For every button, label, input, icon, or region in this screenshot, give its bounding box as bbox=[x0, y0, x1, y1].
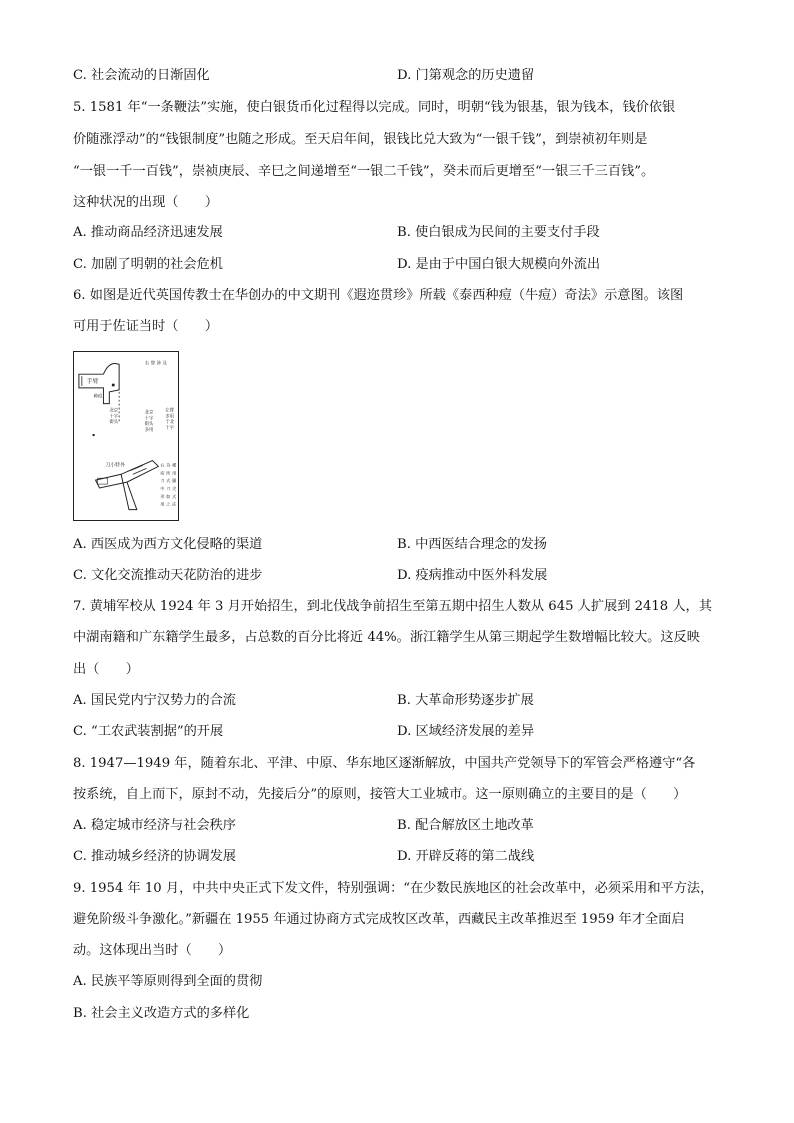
q7-option-d: D. 区域经济发展的差异 bbox=[397, 724, 535, 739]
svg-text:種: 種 bbox=[172, 462, 177, 468]
svg-text:于北: 于北 bbox=[165, 420, 175, 426]
svg-text:十字: 十字 bbox=[144, 416, 154, 422]
q5-stem-line: 5. 1581 年“一条鞭法”实施，使白银货币化过程得以完成。同时，明朝“钱为银基，银为钱本，钱价依银 bbox=[73, 100, 676, 115]
svg-text:街头: 街头 bbox=[144, 422, 154, 428]
q7-option-a: A. 国民党内宁汉势力的合流 bbox=[73, 693, 236, 708]
svg-text:形: 形 bbox=[160, 493, 165, 499]
svg-text:圖: 圖 bbox=[172, 478, 177, 484]
svg-text:右: 右 bbox=[160, 462, 165, 468]
svg-text:尖: 尖 bbox=[172, 485, 177, 491]
q8-stem-line: 按系统，自上而下，原封不动，先接后分”的原则，接管大工业城市。这一原则确立的主要目的是（ ） bbox=[73, 787, 687, 802]
svg-text:用: 用 bbox=[160, 501, 165, 507]
svg-text:多用: 多用 bbox=[165, 414, 175, 420]
q7-stem-line: 出（ ） bbox=[73, 662, 139, 677]
figure-note-arm: 右 bbox=[144, 360, 150, 365]
svg-text:涉: 涉 bbox=[155, 360, 161, 365]
q7-option-c: C. “工农武装割据”的开展 bbox=[73, 724, 224, 739]
svg-text:所: 所 bbox=[166, 470, 171, 476]
q8-stem-line: 8. 1947—1949 年，随着东北、平津、中原、华东地区逐渐解放，中国共产党领导下的军管会严格遵守“各 bbox=[73, 756, 696, 771]
q5-stem-line: “一银一千一百钱”，崇祯庚辰、辛巳之间递增至“一银二千钱”，癸未而后更增至“一银三千三百钱”。 bbox=[73, 164, 655, 179]
q9-stem-line: 动。这体现出当时（ ） bbox=[73, 943, 232, 958]
svg-text:中: 中 bbox=[160, 485, 165, 491]
q4-option-c: C. 社会流动的日渐固化 bbox=[73, 68, 210, 83]
svg-text:左臂: 左臂 bbox=[165, 408, 175, 414]
q5-stem-line: 价随涨浮动”的“钱银制度”也随之形成。至天启年间，银钱比兑大致为“一银千钱”，到崇祯初年则是 bbox=[73, 132, 648, 147]
svg-text:多用: 多用 bbox=[144, 428, 154, 434]
svg-text:街头: 街头 bbox=[109, 420, 119, 426]
svg-text:用: 用 bbox=[172, 470, 177, 476]
svg-text:式: 式 bbox=[166, 478, 171, 484]
q5-option-b: B. 使白银成为民间的主要支付手段 bbox=[397, 225, 600, 240]
q9-option-b: B. 社会主义改造方式的多样化 bbox=[73, 1006, 250, 1021]
q9-option-a: A. 民族平等原则得到全面的贯彻 bbox=[73, 974, 263, 989]
q6-option-d: D. 疫病推动中医外科发展 bbox=[397, 568, 548, 583]
q8-option-c: C. 推动城乡经济的协调发展 bbox=[73, 849, 237, 864]
figure-label-spot: 种痘 bbox=[93, 394, 103, 400]
svg-text:為: 為 bbox=[166, 462, 171, 468]
q6-option-a: A. 西医成为西方文化侵略的渠道 bbox=[73, 537, 263, 552]
q6-stem-line: 可用于佐证当时（ ） bbox=[73, 319, 219, 334]
figure-label-needle: 刀小特外 bbox=[105, 462, 125, 469]
svg-text:法: 法 bbox=[172, 501, 177, 507]
q8-option-d: D. 开辟反蒋的第二战线 bbox=[397, 849, 535, 864]
q6-option-b: B. 中西医结合理念的发扬 bbox=[397, 537, 547, 552]
svg-text:刀: 刀 bbox=[166, 485, 171, 491]
q6-stem-line: 6. 如图是近代英国传教士在华创办的中文期刊《遐迩贯珍》所载《泰西种痘（牛痘）奇法》示意图。该图 bbox=[73, 288, 684, 303]
vaccination-diagram bbox=[74, 352, 178, 520]
figure-note-dots: 北京 bbox=[109, 408, 119, 414]
q6-option-c: C. 文化交流推动天花防治的进步 bbox=[73, 568, 263, 583]
q4-option-d: D. 门第观念的历史遗留 bbox=[397, 68, 535, 83]
q8-option-b: B. 配合解放区土地改革 bbox=[397, 818, 534, 833]
q7-option-b: B. 大革命形势逐步扩展 bbox=[397, 693, 534, 708]
svg-text:及: 及 bbox=[161, 360, 167, 365]
svg-text:臂: 臂 bbox=[149, 360, 155, 365]
svg-text:之: 之 bbox=[166, 501, 171, 507]
vaccination-diagram-figure bbox=[73, 351, 179, 521]
figure-label-arm: 手臂 bbox=[86, 379, 99, 386]
svg-text:如: 如 bbox=[166, 493, 171, 499]
svg-text:式: 式 bbox=[172, 493, 177, 499]
q9-stem-line: 9. 1954 年 10 月，中共中央正式下发文件，特别强调：“在少数民族地区的社会改革中，必须采用和平方法， bbox=[73, 881, 714, 896]
q5-option-c: C. 加剧了明朝的社会危机 bbox=[73, 257, 223, 272]
q5-option-d: D. 是由于中国白银大规模向外流出 bbox=[397, 257, 601, 272]
q5-option-a: A. 推动商品经济迅速发展 bbox=[73, 225, 223, 240]
svg-text:痘: 痘 bbox=[160, 470, 165, 476]
q8-option-a: A. 稳定城市经济与社会秩序 bbox=[73, 818, 236, 833]
q5-stem-line: 这种状况的出现（ ） bbox=[73, 195, 219, 210]
svg-text:十字: 十字 bbox=[109, 414, 119, 420]
q9-stem-line: 避免阶级斗争激化。”新疆在 1955 年通过协商方式完成牧区改革，西藏民主改革推迟至 1959 年才全面启 bbox=[73, 912, 685, 927]
q7-stem-line: 7. 黄埔军校从 1924 年 3 月开始招生，到北伐战争前招生至第五期中招生人数从 645 人扩展到 2418 人，其 bbox=[73, 599, 712, 614]
q7-stem-line: 中湖南籍和广东籍学生最多，占总数的百分比将近 44%。浙江籍学生从第三期起学生数增幅比较大。这反映 bbox=[73, 630, 700, 645]
svg-text:北京: 北京 bbox=[144, 410, 154, 416]
svg-text:刀: 刀 bbox=[160, 478, 165, 484]
svg-text:十字: 十字 bbox=[165, 426, 175, 432]
